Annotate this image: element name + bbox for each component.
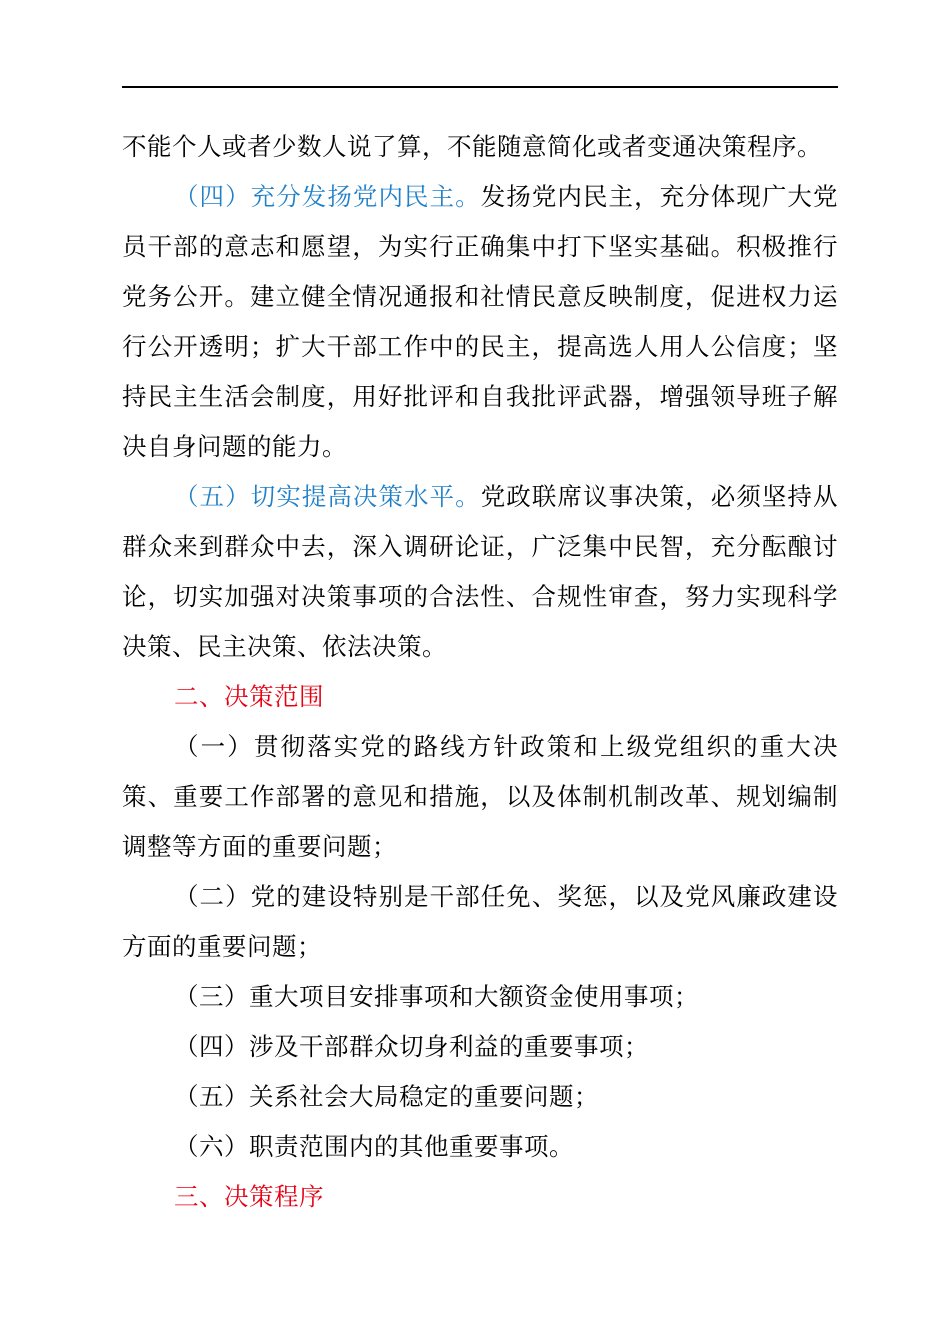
- subheading-decision-level: （五）切实提高决策水平。: [174, 482, 481, 511]
- paragraph-decision-level: [122, 472, 838, 672]
- list-item: （二）党的建设特别是干部任免、奖惩，以及党风廉政建设方面的重要问题；: [122, 882, 838, 961]
- list-item: （六）职责范围内的其他重要事项。: [174, 1132, 574, 1161]
- section-heading-procedure: 三、决策程序: [174, 1182, 324, 1211]
- paragraph-decision-level-text: 党政联席议事决策，必须坚持从群众来到群众中去，深入调研论证，广泛集中民智，充分酝酿讨论，切实加强对决策事项的合法性、合规性审查，努力实现科学决策、民主决策、依法决策。: [122, 482, 838, 661]
- paragraph-continuation: 不能个人或者少数人说了算，不能随意简化或者变通决策程序。: [122, 132, 822, 161]
- list-item: （四）涉及干部群众切身利益的重要事项；: [174, 1032, 649, 1061]
- paragraph-democracy-text: 发扬党内民主，充分体现广大党员干部的意志和愿望，为实行正确集中打下坚实基础。积极推行党务公开。建立健全情况通报和社情民意反映制度，促进权力运行公开透明；扩大干部工作中的民主，提高选人用人公信度；坚持民主生活会制度，用好批评和自我批评武器，增强领导班子解决自身问题的能力。: [122, 182, 838, 461]
- list-item: （五）关系社会大局稳定的重要问题；: [174, 1082, 599, 1111]
- section-heading-scope: 二、决策范围: [174, 682, 324, 711]
- list-item: （一）贯彻落实党的路线方针政策和上级党组织的重大决策、重要工作部署的意见和措施，以及体制机制改革、规划编制调整等方面的重要问题；: [122, 732, 838, 861]
- document-body: [122, 122, 838, 1222]
- list-item: （三）重大项目安排事项和大额资金使用事项；: [174, 982, 699, 1011]
- header-rule: [122, 86, 838, 88]
- subheading-democracy: （四）充分发扬党内民主。: [174, 182, 481, 211]
- paragraph-democracy: [122, 172, 838, 472]
